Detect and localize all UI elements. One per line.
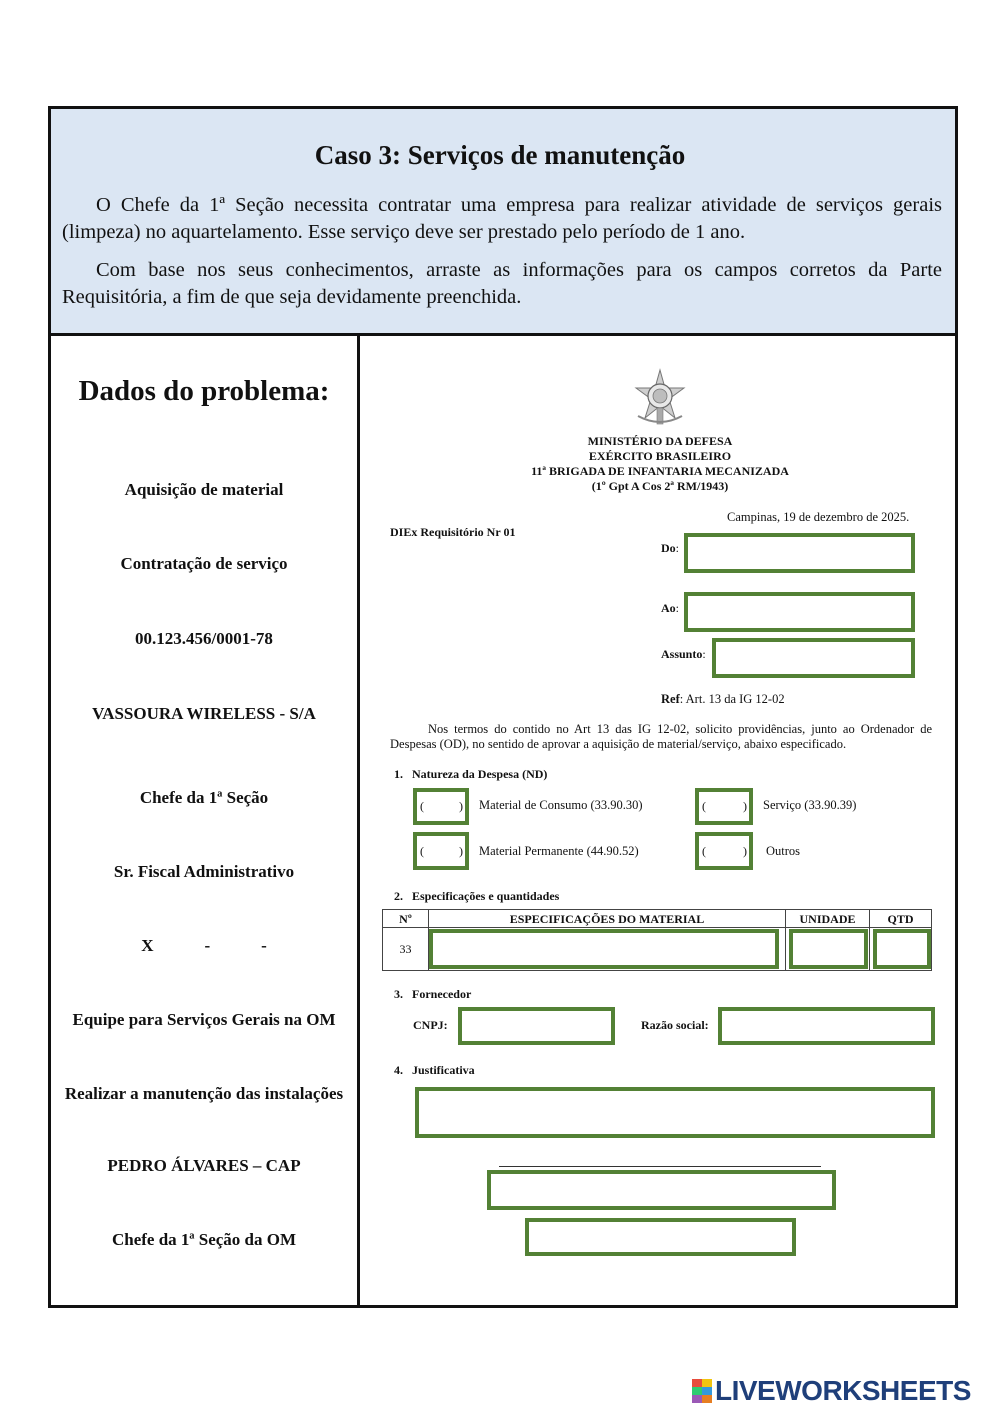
- nd-label-servico: Serviço (33.90.39): [763, 798, 857, 812]
- table-header-spec: ESPECIFICAÇÕES DO MATERIAL: [429, 910, 786, 928]
- drag-option-x-marks[interactable]: X - -: [141, 936, 267, 955]
- section-2-title: 2. Especificações e quantidades: [394, 889, 560, 903]
- section-4-title: 4. Justificativa: [394, 1063, 475, 1077]
- liveworksheets-mark-icon: [692, 1379, 712, 1403]
- document-number: DIEx Requisitório Nr 01: [390, 525, 516, 539]
- liveworksheets-brand-text: LIVEWORKSHEETS: [715, 1375, 971, 1406]
- razao-social-label: Razão social:: [641, 1018, 709, 1032]
- drop-zone-signature-role[interactable]: [525, 1218, 796, 1256]
- signature-line: [499, 1166, 821, 1167]
- drop-zone-assunto[interactable]: [712, 638, 915, 678]
- document-date: Campinas, 19 de dezembro de 2025.: [727, 510, 910, 524]
- table-header-num: Nº: [383, 910, 429, 928]
- drag-option-justificativa[interactable]: Realizar a manutenção das instalações: [64, 1084, 344, 1103]
- org-line-1: MINISTÉRIO DA DEFESA: [587, 434, 733, 448]
- nd-label-permanente: Material Permanente (44.90.52): [479, 844, 639, 858]
- nd-checkbox-permanente[interactable]: ( ): [413, 832, 469, 870]
- nd-checkbox-outros[interactable]: ( ): [695, 832, 753, 870]
- ao-label-text: Ao: [661, 601, 676, 615]
- table-row-number: 33: [383, 928, 429, 970]
- assunto-label: Assunto:: [661, 647, 706, 661]
- do-label: Do:: [661, 541, 680, 555]
- drop-zone-signature-name[interactable]: [487, 1170, 836, 1210]
- ref-line: [661, 692, 785, 707]
- nd-checkbox-consumo[interactable]: ( ): [413, 788, 469, 825]
- instruction-paragraph-2: Com base nos seus conhecimentos, arraste as informações para os campos corretos da Parte Requisitória, a fim de que seja devidamente preenchida.: [62, 259, 942, 308]
- drop-zone-ao[interactable]: [684, 592, 915, 632]
- drag-option-contratacao[interactable]: Contratação de serviço: [120, 554, 288, 573]
- cnpj-label: CNPJ:: [413, 1018, 448, 1032]
- drop-zone-cnpj[interactable]: [458, 1007, 615, 1045]
- section-1-title: 1. Natureza da Despesa (ND): [394, 767, 548, 781]
- drag-option-equipe[interactable]: Equipe para Serviços Gerais na OM: [72, 1010, 336, 1029]
- coat-of-arms-icon: [630, 368, 690, 428]
- drop-zone-do[interactable]: [684, 533, 915, 573]
- section-3-title: 3. Fornecedor: [394, 987, 472, 1001]
- ref-label: Ref: [661, 692, 680, 706]
- liveworksheets-logo: [692, 1374, 992, 1408]
- drag-option-cargo[interactable]: Chefe da 1ª Seção da OM: [111, 1230, 297, 1249]
- drag-option-razao-social[interactable]: VASSOURA WIRELESS - S/A: [92, 704, 316, 723]
- ao-label: Ao:: [661, 601, 680, 615]
- document-body-text: Nos termos do contido no Art 13 das IG 12-02, solicito providências, junto ao Ordenador de Despesas (OD), no sentido de aprovar a aquisição de material/serviço, abaixo especificado.: [390, 722, 932, 751]
- problem-data-title: Dados do problema:: [78, 375, 330, 407]
- drop-zone-qty[interactable]: [873, 929, 931, 969]
- nd-label-consumo: Material de Consumo (33.90.30): [479, 798, 643, 812]
- drop-zone-spec[interactable]: [429, 929, 779, 969]
- do-label-text: Do: [661, 541, 676, 555]
- nd-label-outros: Outros: [766, 844, 801, 858]
- drag-option-chefe-secao[interactable]: Chefe da 1ª Seção: [139, 788, 269, 807]
- drop-zone-razao-social[interactable]: [718, 1007, 935, 1045]
- table-header-unit: UNIDADE: [786, 910, 870, 928]
- org-line-3: 11ª BRIGADA DE INFANTARIA MECANIZADA: [531, 464, 789, 478]
- drag-option-nome[interactable]: PEDRO ÁLVARES – CAP: [107, 1156, 301, 1175]
- drop-zone-justificativa[interactable]: [415, 1087, 935, 1138]
- drag-option-aquisicao[interactable]: Aquisição de material: [124, 480, 284, 499]
- instruction-paragraph-1: O Chefe da 1ª Seção necessita contratar uma empresa para realizar atividade de serviços gerais (limpeza) no aquartelamento. Esse serviço deve ser prestado pelo período de 1 ano.: [62, 194, 942, 243]
- drop-zone-unit[interactable]: [789, 929, 868, 969]
- case-title: Caso 3: Serviços de manutenção: [314, 140, 686, 170]
- org-line-4: (1º Gpt A Cos 2ª RM/1943): [591, 479, 729, 493]
- ref-text: : Art. 13 da IG 12-02: [679, 692, 785, 706]
- drag-option-fiscal[interactable]: Sr. Fiscal Administrativo: [113, 862, 295, 881]
- assunto-label-text: Assunto: [661, 647, 703, 661]
- nd-checkbox-servico[interactable]: ( ): [695, 788, 753, 825]
- org-line-2: EXÉRCITO BRASILEIRO: [588, 449, 732, 463]
- table-header-qty: QTD: [870, 910, 931, 928]
- drag-option-cnpj[interactable]: 00.123.456/0001-78: [135, 629, 273, 648]
